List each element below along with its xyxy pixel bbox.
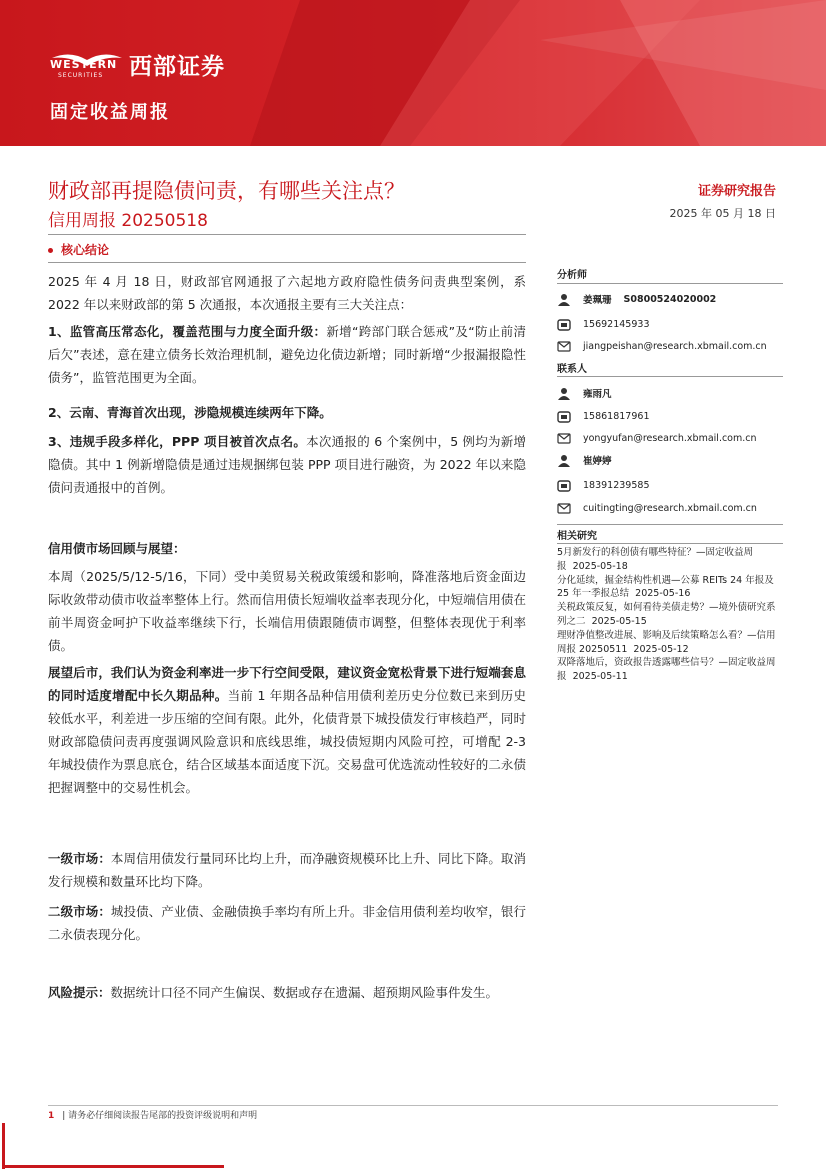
- email-icon: [557, 432, 571, 445]
- phone-icon: [557, 410, 571, 423]
- analyst-heading: 分析师: [557, 270, 587, 281]
- logo-en-sub: SECURITIES: [58, 72, 104, 79]
- market-outlook: 展望后市，我们认为资金利率进一步下行空间受限，建议资金宽松背景下进行短端套息的同时适度增配中长久期品种。当前 1 年期各品种信用债利差历史分位数已来到历史较低水平，利差进一步压缩的空间有限。此外，化债背景下城投债发行审核趋严，同时财政部隐债问责再度强调风险意识和底线思维，城投债短期内风险可控，可增配 2-3 年城投债作为票息底仓，结合区域基本面适度下沉。交易盘可优选流动性较好的二永债把握调整中的交易性机会。: [48, 665, 526, 795]
- divider: [48, 262, 526, 263]
- contact-1-phone-row: 15861817961: [557, 408, 650, 424]
- phone-icon: [557, 479, 571, 492]
- phone-icon: [557, 318, 571, 331]
- person-icon: [557, 454, 571, 467]
- market-review: 本周（2025/5/12-5/16，下同）受中美贸易关税政策缓和影响，降准落地后资金面边际收敛带动债市收益率整体上行。然而信用债长短端收益率表现分化，中短端信用债在前半周资金呵护下收益率继续下行，长端信用债跟随债市调整，但整体表现优于利率债。: [48, 569, 526, 653]
- contact-1-name-row: 雍雨凡: [557, 385, 612, 401]
- risk-note: 风险提示：数据统计口径不同产生偏误、数据或存在遗漏、超预期风险事件发生。: [48, 985, 499, 1000]
- report-title: 财政部再提隐债问责，有哪些关注点？: [48, 179, 405, 203]
- related-item[interactable]: 关税政策反复，如何看待美债走势？—境外债研究系列之二 2025-05-15: [557, 602, 776, 627]
- analyst-email-row: jiangpeishan@research.xbmail.com.cn: [557, 338, 767, 354]
- report-date: 2025 年 05 月 18 日: [669, 207, 776, 220]
- divider: [557, 376, 783, 377]
- divider: [557, 283, 783, 284]
- core-point-1: 1、监管高压常态化，覆盖范围与力度全面升级：新增“跨部门联合惩戒”及“防止前清后欠”表述，意在建立债务长效治理机制，避免边化债边新增；同时新增“少报漏报隐性债务”，监管范围更为全面。: [48, 324, 526, 385]
- core-heading: 核心结论: [48, 241, 109, 258]
- email-icon: [557, 502, 571, 515]
- contact-2-email-row: cuitingting@research.xbmail.com.cn: [557, 500, 757, 516]
- core-point-2: 2、云南、青海首次出现，涉隐规模连续两年下降。: [48, 405, 332, 420]
- footer-divider: [48, 1105, 778, 1106]
- corner-accent: [2, 1165, 224, 1168]
- person-icon: [557, 293, 571, 306]
- related-item[interactable]: 理财净值整改进展、影响及后续策略怎么看？—信用周报 20250511 2025-05-12: [557, 629, 776, 655]
- related-item[interactable]: 分化延续，掘金结构性机遇—公募 REITs 24 年报及 25 年一季报总结 2025-05-16: [557, 574, 774, 600]
- header-banner: [0, 0, 826, 146]
- divider: [48, 234, 526, 235]
- report-type: 证券研究报告: [697, 184, 776, 199]
- contact-heading: 联系人: [557, 364, 587, 375]
- contact-1-email-row: yongyufan@research.xbmail.com.cn: [557, 430, 757, 446]
- divider: [557, 524, 783, 525]
- related-heading: 相关研究: [557, 531, 597, 542]
- secondary-market: 二级市场：城投债、产业债、金融债换手率均有所上升。非金信用债利差均收窄，银行二永债表现分化。: [48, 904, 526, 942]
- contact-2-name-row: 崔婷婷: [557, 452, 612, 468]
- analyst-phone-row: 15692145933: [557, 316, 650, 332]
- divider: [557, 543, 783, 544]
- related-item[interactable]: 5月新发行的科创债有哪些特征？—固定收益周报 2025-05-18: [557, 547, 754, 572]
- market-heading: 信用债市场回顾与展望：: [48, 541, 186, 556]
- footer: [48, 1108, 257, 1121]
- person-icon: [557, 387, 571, 400]
- analyst-name-row: 姜珮珊 S0800524020002: [557, 291, 716, 307]
- core-point-3: 3、违规手段多样化，PPP 项目被首次点名。本次通报的 6 个案例中，5 例均为新增隐债。其中 1 例新增隐债是通过违规捆绑包装 PPP 项目进行融资，为 2022 年以来隐债问责通报中的首例。: [48, 434, 526, 495]
- bullet-icon: [48, 248, 53, 253]
- related-item[interactable]: 双降落地后，资政报告透露哪些信号？—固定收益周报 2025-05-11: [557, 657, 776, 683]
- corner-accent: [2, 1123, 5, 1169]
- primary-market: 一级市场：本周信用债发行量同环比均上升，而净融资规模环比上升、同比下降。取消发行规模和数量环比均下降。: [48, 851, 526, 889]
- report-subtitle: 信用周报 20250518: [48, 211, 208, 231]
- contact-2-phone-row: 18391239585: [557, 477, 650, 493]
- logo-cn: 西部证券: [129, 54, 225, 80]
- logo-en: WESTERN: [50, 58, 118, 71]
- page-number: 1: [48, 1111, 55, 1121]
- email-icon: [557, 340, 571, 353]
- related-list: [557, 546, 783, 684]
- footer-note: | 请务必仔细阅读报告尾部的投资评级说明和声明: [62, 1111, 258, 1121]
- core-intro: 2025 年 4 月 18 日，财政部官网通报了六起地方政府隐性债务问责典型案例，系 2022 年以来财政部的第 5 次通报，本次通报主要有三大关注点：: [48, 274, 526, 312]
- section-title: 固定收益周报: [50, 102, 170, 123]
